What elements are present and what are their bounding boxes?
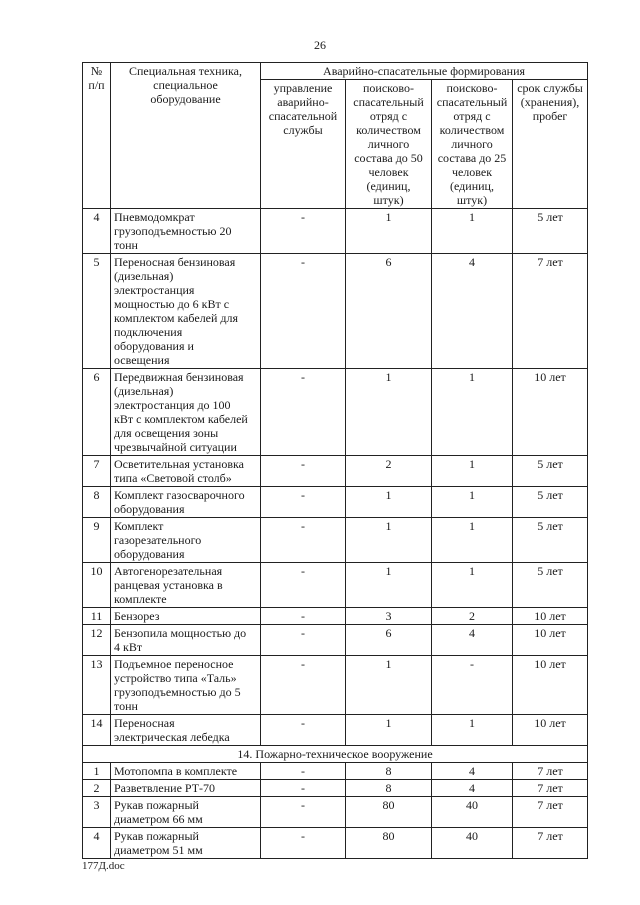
table-row: [83, 254, 588, 369]
header-row-top: [83, 63, 588, 80]
row-squad50-qty: 8: [346, 763, 432, 780]
table-row: [83, 797, 588, 828]
row-squad25-qty: -: [432, 656, 513, 715]
row-squad50-qty: 1: [346, 209, 432, 254]
header-num: № п/п: [83, 63, 111, 209]
row-equipment-name: Бензопила мощностью до 4 кВт: [111, 625, 261, 656]
table-row: [83, 608, 588, 625]
row-equipment-name: Рукав пожарный диаметром 66 мм: [111, 797, 261, 828]
table-row: [83, 563, 588, 608]
row-number: 11: [83, 608, 111, 625]
row-management-qty: -: [261, 209, 346, 254]
table-row: [83, 369, 588, 456]
table-row: [83, 487, 588, 518]
table-row: [83, 780, 588, 797]
table-row: [83, 625, 588, 656]
equipment-table: [82, 62, 588, 859]
row-equipment-name: Разветвление РТ-70: [111, 780, 261, 797]
row-squad50-qty: 1: [346, 656, 432, 715]
row-squad25-qty: 2: [432, 608, 513, 625]
row-equipment-name: Передвижная бензиновая (дизельная) электростанция до 100 кВт с комплектом кабелей для освещения зоны чрезвычайной ситуации: [111, 369, 261, 456]
table-row: [83, 763, 588, 780]
row-number: 10: [83, 563, 111, 608]
row-management-qty: -: [261, 715, 346, 746]
row-squad25-qty: 1: [432, 209, 513, 254]
header-squad-50: поисково- спасательный отряд с количеством личного состава до 50 человек (единиц, штук): [346, 80, 432, 209]
row-equipment-name: Комплект газосварочного оборудования: [111, 487, 261, 518]
row-number: 12: [83, 625, 111, 656]
row-service-life: 10 лет: [513, 656, 588, 715]
row-management-qty: -: [261, 763, 346, 780]
row-squad25-qty: 4: [432, 254, 513, 369]
row-service-life: 7 лет: [513, 254, 588, 369]
row-service-life: 7 лет: [513, 828, 588, 859]
row-squad50-qty: 1: [346, 487, 432, 518]
row-service-life: 10 лет: [513, 625, 588, 656]
row-squad50-qty: 1: [346, 518, 432, 563]
row-squad25-qty: 1: [432, 518, 513, 563]
row-management-qty: -: [261, 456, 346, 487]
row-number: 1: [83, 763, 111, 780]
row-management-qty: -: [261, 369, 346, 456]
row-squad25-qty: 1: [432, 563, 513, 608]
table-body: [83, 209, 588, 859]
row-service-life: 10 лет: [513, 608, 588, 625]
row-management-qty: -: [261, 608, 346, 625]
section-row: [83, 746, 588, 763]
row-equipment-name: Подъемное переносное устройство типа «Таль» грузоподъемностью до 5 тонн: [111, 656, 261, 715]
row-number: 7: [83, 456, 111, 487]
row-number: 5: [83, 254, 111, 369]
row-number: 4: [83, 209, 111, 254]
row-squad25-qty: 1: [432, 369, 513, 456]
table-row: [83, 209, 588, 254]
page-number: 26: [314, 38, 326, 52]
footer-filename: 177Д.doc: [82, 860, 125, 872]
section-title: 14. Пожарно-техническое вооружение: [83, 746, 588, 763]
row-squad25-qty: 40: [432, 828, 513, 859]
row-management-qty: -: [261, 797, 346, 828]
row-management-qty: -: [261, 563, 346, 608]
row-number: 3: [83, 797, 111, 828]
row-equipment-name: Бензорез: [111, 608, 261, 625]
row-management-qty: -: [261, 780, 346, 797]
row-equipment-name: Мотопомпа в комплекте: [111, 763, 261, 780]
row-squad25-qty: 1: [432, 715, 513, 746]
header-squad-25: поисково- спасательный отряд с количеством личного состава до 25 человек (единиц, штук): [432, 80, 513, 209]
row-squad25-qty: 4: [432, 780, 513, 797]
header-management: управление аварийно- спасательной службы: [261, 80, 346, 209]
row-service-life: 5 лет: [513, 209, 588, 254]
row-squad50-qty: 3: [346, 608, 432, 625]
table-row: [83, 518, 588, 563]
row-squad50-qty: 8: [346, 780, 432, 797]
row-squad50-qty: 6: [346, 254, 432, 369]
row-management-qty: -: [261, 254, 346, 369]
row-management-qty: -: [261, 656, 346, 715]
row-equipment-name: Автогенорезательная ранцевая установка в комплекте: [111, 563, 261, 608]
row-service-life: 5 лет: [513, 456, 588, 487]
header-formations-group: Аварийно-спасательные формирования: [261, 63, 588, 80]
row-management-qty: -: [261, 625, 346, 656]
row-management-qty: -: [261, 518, 346, 563]
row-equipment-name: Рукав пожарный диаметром 51 мм: [111, 828, 261, 859]
row-squad50-qty: 1: [346, 715, 432, 746]
row-squad50-qty: 1: [346, 369, 432, 456]
table-row: [83, 715, 588, 746]
row-service-life: 10 лет: [513, 369, 588, 456]
row-number: 13: [83, 656, 111, 715]
row-squad25-qty: 1: [432, 456, 513, 487]
row-squad25-qty: 40: [432, 797, 513, 828]
table-row: [83, 456, 588, 487]
row-service-life: 5 лет: [513, 563, 588, 608]
header-equipment: Специальная техника, специальное оборудование: [111, 63, 261, 209]
row-equipment-name: Переносная электрическая лебедка: [111, 715, 261, 746]
row-squad50-qty: 6: [346, 625, 432, 656]
row-number: 9: [83, 518, 111, 563]
header-service-life: срок службы (хранения), пробег: [513, 80, 588, 209]
row-squad50-qty: 2: [346, 456, 432, 487]
row-number: 4: [83, 828, 111, 859]
row-squad25-qty: 4: [432, 625, 513, 656]
row-service-life: 7 лет: [513, 763, 588, 780]
row-equipment-name: Пневмодомкрат грузоподъемностью 20 тонн: [111, 209, 261, 254]
row-squad50-qty: 80: [346, 797, 432, 828]
row-service-life: 10 лет: [513, 715, 588, 746]
row-service-life: 5 лет: [513, 487, 588, 518]
row-service-life: 7 лет: [513, 797, 588, 828]
table-row: [83, 656, 588, 715]
row-number: 14: [83, 715, 111, 746]
row-squad50-qty: 1: [346, 563, 432, 608]
row-service-life: 5 лет: [513, 518, 588, 563]
table-row: [83, 828, 588, 859]
row-number: 2: [83, 780, 111, 797]
row-management-qty: -: [261, 828, 346, 859]
row-squad50-qty: 80: [346, 828, 432, 859]
row-number: 6: [83, 369, 111, 456]
row-equipment-name: Переносная бензиновая (дизельная) электростанция мощностью до 6 кВт с комплектом кабелей для подключения оборудования и освещения: [111, 254, 261, 369]
row-equipment-name: Осветительная установка типа «Световой столб»: [111, 456, 261, 487]
row-squad25-qty: 4: [432, 763, 513, 780]
row-service-life: 7 лет: [513, 780, 588, 797]
row-equipment-name: Комплект газорезательного оборудования: [111, 518, 261, 563]
row-number: 8: [83, 487, 111, 518]
row-management-qty: -: [261, 487, 346, 518]
row-squad25-qty: 1: [432, 487, 513, 518]
